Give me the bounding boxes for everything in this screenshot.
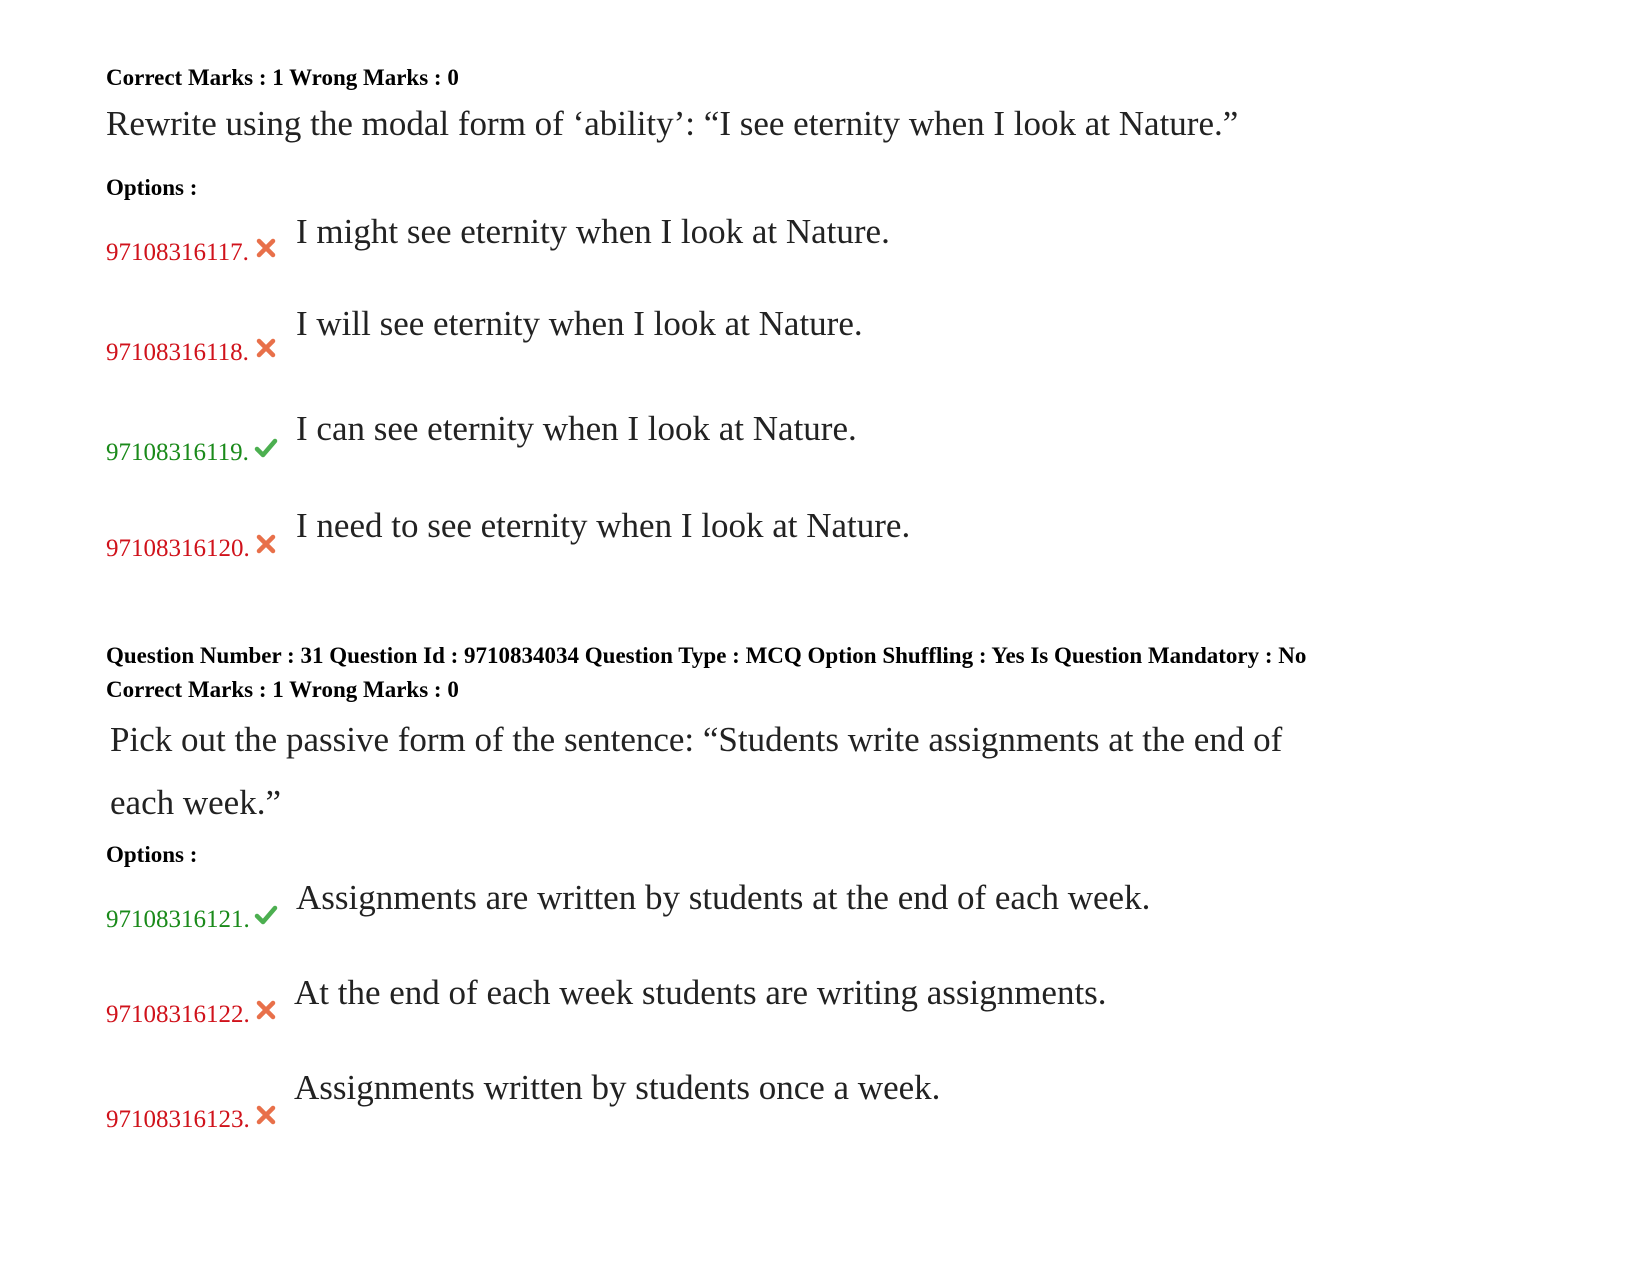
check-icon	[254, 903, 278, 927]
option-text: I need to see eternity when I look at Nature.	[296, 506, 911, 545]
question-text-line1: Pick out the passive form of the sentence: “Students write assignments at the end of	[110, 720, 1283, 759]
option-id: 97108316122.	[106, 1001, 250, 1028]
option-text: Assignments written by students once a week.	[294, 1068, 941, 1107]
option-id: 97108316117.	[106, 239, 249, 266]
option-id: 97108316119.	[106, 439, 249, 466]
option-id: 97108316121.	[106, 906, 250, 933]
cross-icon	[254, 336, 278, 360]
cross-icon	[254, 1103, 278, 1127]
options-label: Options :	[106, 175, 198, 200]
option-text: At the end of each week students are writing assignments.	[294, 973, 1107, 1012]
check-icon	[254, 436, 278, 460]
question-text: Rewrite using the modal form of ‘ability’: “I see eternity when I look at Nature.”	[106, 104, 1239, 143]
options-label: Options :	[106, 842, 198, 867]
question-text-line2: each week.”	[110, 783, 281, 822]
option-text: I might see eternity when I look at Nature.	[296, 212, 890, 251]
option-id: 97108316118.	[106, 339, 249, 366]
option-text: I will see eternity when I look at Nature.	[296, 304, 863, 343]
cross-icon	[254, 532, 278, 556]
option-text: Assignments are written by students at the end of each week.	[296, 878, 1151, 917]
option-id: 97108316120.	[106, 535, 250, 562]
marks-info: Correct Marks : 1 Wrong Marks : 0	[106, 65, 459, 90]
cross-icon	[254, 236, 278, 260]
marks-info: Correct Marks : 1 Wrong Marks : 0	[106, 677, 459, 702]
option-id: 97108316123.	[106, 1106, 250, 1133]
question-header: Question Number : 31 Question Id : 9710834034 Question Type : MCQ Option Shuffling : Yes Is Question Mandatory : No	[106, 643, 1307, 668]
cross-icon	[254, 998, 278, 1022]
option-text: I can see eternity when I look at Nature.	[296, 409, 857, 448]
